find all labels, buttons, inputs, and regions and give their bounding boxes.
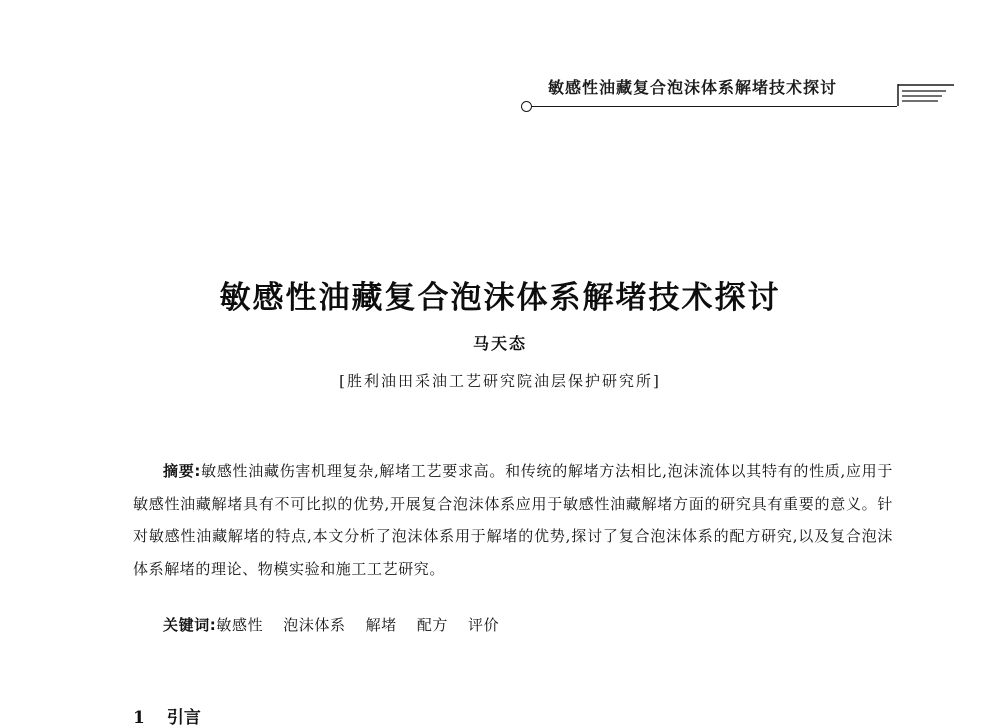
section-heading bbox=[133, 703, 201, 728]
keyword: 敏感性 bbox=[216, 616, 264, 634]
header-rule bbox=[531, 106, 897, 107]
keyword: 配方 bbox=[416, 616, 449, 634]
abstract-text: 敏感性油藏伤害机理复杂,解堵工艺要求高。和传统的解堵方法相比,泡沫流体以其特有的性质,应用于敏感性油藏解堵具有不可比拟的优势,开展复合泡沫体系应用于敏感性油藏解堵方面的研究具有重要的意义。针对敏感性油藏解堵的特点,本文分析了泡沫体系用于解堵的优势,探讨了复合泡沫体系的配方研究,以及复合泡沫体系解堵的理论、物模实验和施工工艺研究。 bbox=[133, 462, 893, 578]
keywords bbox=[163, 614, 519, 635]
keyword: 评价 bbox=[468, 616, 500, 634]
keywords-label: 关键词: bbox=[163, 616, 217, 634]
keyword: 泡沫体系 bbox=[283, 616, 346, 634]
section-title: 引言 bbox=[166, 708, 201, 728]
paper-title: 敏感性油藏复合泡沫体系解堵技术探讨 bbox=[219, 280, 781, 316]
keyword: 解堵 bbox=[365, 616, 397, 634]
author-affiliation: [胜利油田采油工艺研究院油层保护研究所] bbox=[339, 372, 661, 390]
abstract bbox=[133, 455, 893, 585]
running-header: 敏感性油藏复合泡沫体系解堵技术探讨 bbox=[548, 78, 838, 97]
author-name: 马天态 bbox=[472, 334, 527, 353]
abstract-label: 摘要: bbox=[163, 462, 202, 480]
section-number: 1 bbox=[133, 708, 145, 728]
header-lines-ornament bbox=[896, 80, 956, 110]
